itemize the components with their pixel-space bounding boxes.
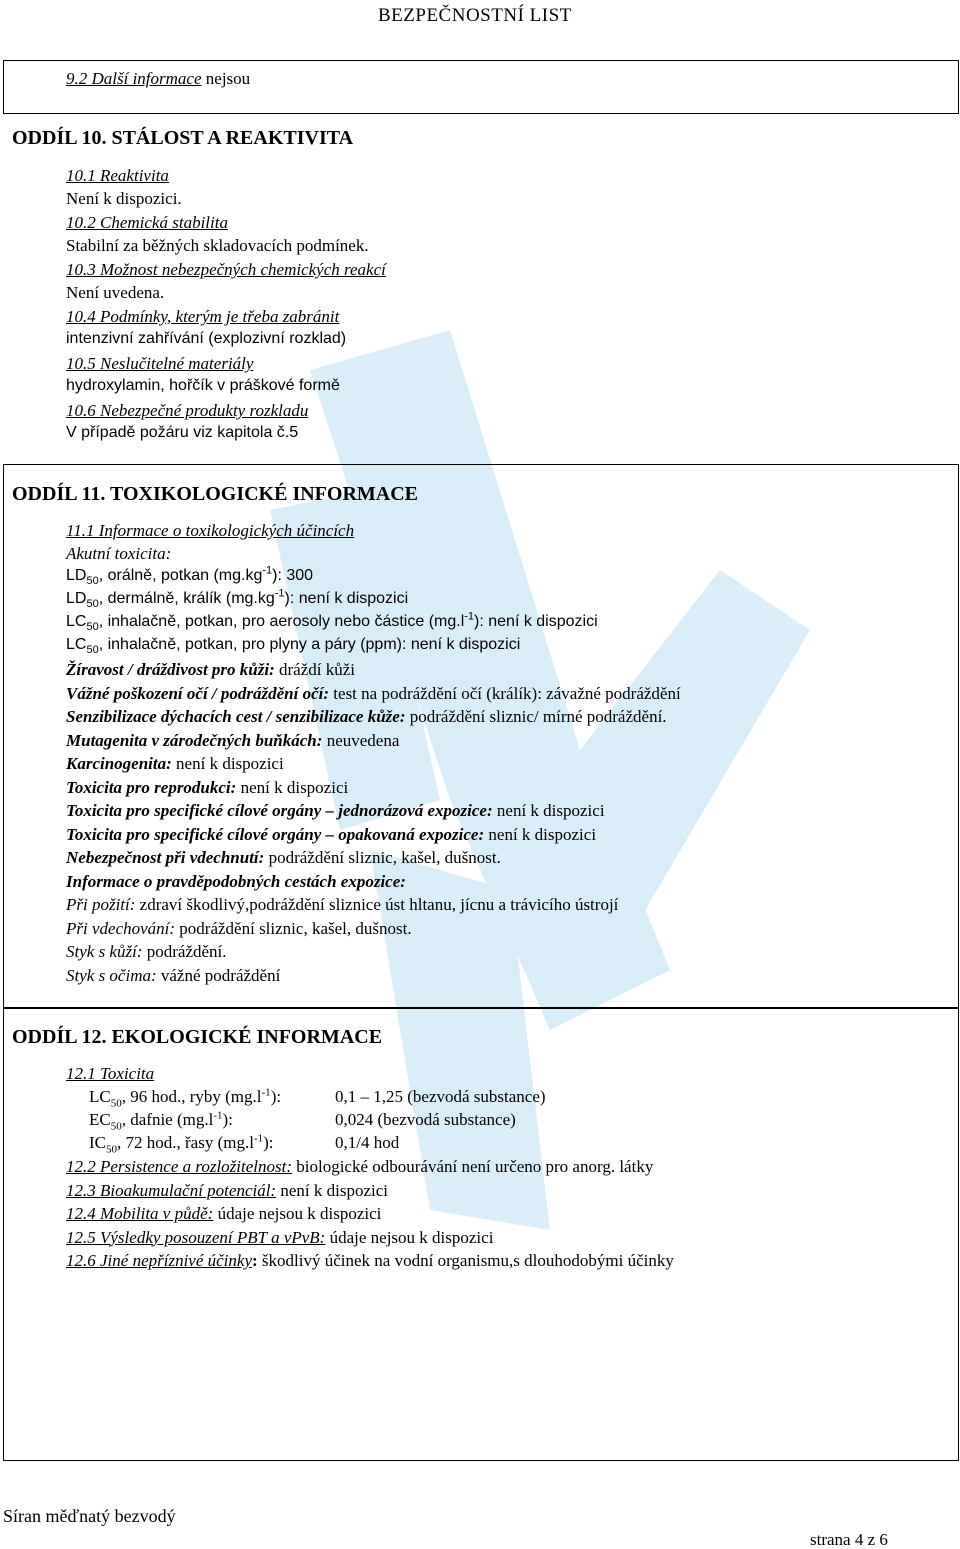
toxicity-desc: , dafnie (mg.l bbox=[121, 1110, 214, 1129]
section-10-item-text: Stabilní za běžných skladovacích podmínek. bbox=[66, 236, 369, 255]
exposure-route-row bbox=[66, 943, 227, 960]
property-label: Senzibilizace dýchacích cest / senzibilizace kůže: bbox=[66, 707, 406, 726]
toxicity-row bbox=[89, 1132, 274, 1156]
toxicity-param: IC bbox=[89, 1133, 106, 1152]
section-10-item-text: Není uvedena. bbox=[66, 283, 165, 302]
eco-value: údaje nejsou k dispozici bbox=[213, 1204, 382, 1223]
toxicity-close: ): bbox=[263, 1133, 274, 1152]
eco-value: biologické odbourávání není určeno pro anorg. látky bbox=[292, 1157, 654, 1176]
section-12-title: ODDÍL 12. EKOLOGICKÉ INFORMACE bbox=[12, 1026, 383, 1048]
property-label: Nebezpečnost při vdechnutí: bbox=[66, 848, 265, 867]
section-10-title: ODDÍL 10. STÁLOST A REAKTIVITA bbox=[12, 127, 354, 149]
eco-value: údaje nejsou k dispozici bbox=[325, 1227, 494, 1247]
property-row bbox=[66, 779, 348, 796]
eco-label: 12.2 Persistence a rozložitelnost: bbox=[66, 1157, 293, 1176]
lc50-gas: $LC_{50}$, inhalačně, potkan, pro plyny a páry (ppm): není k dispozici bbox=[66, 636, 521, 657]
eco-row bbox=[66, 1229, 493, 1246]
eco-value: škodlivý účinek na vodní organismu,s dlouhodobými účinky bbox=[257, 1251, 674, 1270]
toxicity-close: ): bbox=[222, 1110, 233, 1129]
property-row bbox=[66, 732, 399, 749]
footer-page-number: strana 4 z 6 bbox=[810, 1530, 888, 1549]
exposure-route-row bbox=[66, 920, 412, 937]
section-10-item-text: intenzivní zahřívání (explozivní rozklad) bbox=[66, 330, 347, 347]
eco-label: 12.4 Mobilita v půdě: bbox=[66, 1204, 214, 1223]
toxicity-param: EC bbox=[89, 1110, 111, 1129]
toxicity-desc: , 72 hod., řasy (mg.l bbox=[117, 1133, 254, 1152]
section-11-title: ODDÍL 11. TOXIKOLOGICKÉ INFORMACE bbox=[12, 483, 418, 505]
route-value: vážné podráždění bbox=[156, 965, 281, 985]
eco-sep: : bbox=[252, 1251, 258, 1270]
property-row bbox=[66, 849, 501, 866]
toxicity-sub: 50 bbox=[110, 1097, 122, 1110]
property-label: Toxicita pro reprodukci: bbox=[66, 777, 237, 797]
route-value: podráždění sliznic, kašel, dušnost. bbox=[175, 918, 412, 938]
toxicity-value: 0,1/4 hod bbox=[335, 1133, 400, 1152]
section-10-item-text: hydroxylamin, hořčík v práškové formě bbox=[66, 377, 340, 394]
toxicity-value: 0,024 (bezvodá substance) bbox=[335, 1110, 516, 1129]
property-row bbox=[66, 826, 596, 843]
property-label: Informace o pravděpodobných cestách expozice: bbox=[66, 871, 406, 891]
toxicity-value: 0,1 – 1,25 (bezvodá substance) bbox=[335, 1087, 546, 1106]
route-value: podráždění. bbox=[142, 942, 227, 961]
eco-row bbox=[66, 1182, 388, 1199]
eco-row bbox=[66, 1158, 653, 1175]
ld50-dermal: $LD_{50}$, dermálně, králík $(mg.kg^{-1})$: není k dispozici bbox=[66, 587, 409, 611]
acute-toxicity-label: Akutní toxicita: bbox=[66, 544, 172, 563]
property-label: Žíravost / dráždivost pro kůži: bbox=[66, 660, 275, 679]
property-label: Vážné poškození očí / podráždění očí: bbox=[66, 683, 330, 703]
property-label: Karcinogenita: bbox=[66, 754, 172, 773]
property-row bbox=[66, 685, 681, 702]
property-value: není k dispozici bbox=[492, 801, 605, 820]
route-label: Při vdechování: bbox=[66, 918, 176, 938]
property-label: Toxicita pro specifické cílové orgány – jednorázová expozice: bbox=[66, 801, 493, 820]
property-value: dráždí kůži bbox=[274, 660, 355, 679]
section-10-item-heading: 10.5 Neslučitelné materiály bbox=[66, 354, 254, 373]
ld50-oral: $LD_{50}$, orálně, potkan $(mg.kg^{-1})$: 300 bbox=[66, 564, 314, 588]
toxicity-row bbox=[89, 1109, 233, 1133]
section-11-1-heading: 11.1 Informace o toxikologických účincích bbox=[66, 521, 355, 540]
toxicity-sub: 50 bbox=[106, 1143, 117, 1156]
property-row bbox=[66, 802, 605, 819]
route-label: Styk s kůží: bbox=[66, 942, 143, 961]
property-row bbox=[66, 661, 355, 678]
toxicity-sup: -1 bbox=[261, 1086, 271, 1099]
toxicity-row bbox=[89, 1086, 282, 1110]
lc50-aerosol: $LC_{50}$, inhalačně, potkan, pro aerosoly nebo částice $(mg.l^{-1})$: není k dispozici bbox=[66, 610, 598, 634]
footer-product-name: Síran měďnatý bezvodý bbox=[3, 1506, 176, 1526]
eco-label: 12.5 Výsledky posouzení PBT a vPvB: bbox=[66, 1227, 326, 1247]
route-label: Styk s očima: bbox=[66, 965, 157, 985]
exposure-route-row bbox=[66, 896, 618, 913]
section-12-1-heading: 12.1 Toxicita bbox=[66, 1064, 155, 1083]
section-10-item-text: Není k dispozici. bbox=[66, 189, 182, 208]
eco-label: 12.6 Jiné nepříznivé účinky bbox=[66, 1251, 252, 1270]
section-10-item-heading: 10.3 Možnost nebezpečných chemických reakcí bbox=[66, 260, 386, 279]
section-10-item-heading: 10.1 Reaktivita bbox=[66, 166, 169, 185]
property-label: Mutagenita v zárodečných buňkách: bbox=[66, 730, 323, 750]
section-10-item-heading: 10.2 Chemická stabilita bbox=[66, 213, 228, 232]
route-label: Při požití: bbox=[66, 895, 136, 914]
property-row bbox=[66, 755, 284, 772]
property-value: není k dispozici bbox=[484, 824, 597, 844]
eco-label: 12.3 Bioakumulační potenciál: bbox=[66, 1180, 277, 1200]
property-value: není k dispozici bbox=[236, 777, 349, 797]
toxicity-param: LC bbox=[89, 1087, 111, 1106]
property-value: není k dispozici bbox=[171, 754, 284, 773]
property-value: podráždění sliznic/ mírné podráždění. bbox=[405, 707, 667, 726]
property-value: neuvedena bbox=[322, 730, 400, 750]
property-label: Toxicita pro specifické cílové orgány – opakovaná expozice: bbox=[66, 824, 485, 844]
toxicity-sup: -1 bbox=[253, 1132, 264, 1145]
property-value: podráždění sliznic, kašel, dušnost. bbox=[264, 848, 501, 867]
section-10-item-heading: 10.4 Podmínky, kterým je třeba zabránit bbox=[66, 307, 340, 326]
section-10-item-text: V případě požáru viz kapitola č.5 bbox=[66, 424, 299, 441]
toxicity-sub: 50 bbox=[110, 1120, 122, 1133]
eco-value: není k dispozici bbox=[276, 1180, 388, 1200]
property-value: test na podráždění očí (králík): závažné podráždění bbox=[329, 683, 681, 703]
eco-row bbox=[66, 1205, 381, 1222]
document-header: BEZPEČNOSTNÍ LIST bbox=[378, 5, 572, 26]
property-row bbox=[66, 708, 667, 725]
toxicity-sup: -1 bbox=[213, 1109, 223, 1122]
exposure-route-row bbox=[66, 967, 280, 984]
toxicity-close: ): bbox=[270, 1087, 282, 1106]
section-9-2: 9.2 Další informace nejsou bbox=[66, 69, 251, 88]
toxicity-desc: , 96 hod., ryby (mg.l bbox=[121, 1087, 262, 1106]
property-row bbox=[66, 873, 406, 890]
route-value: zdraví škodlivý,podráždění sliznice úst hltanu, jícnu a trávicího ústrojí bbox=[135, 895, 619, 914]
section-10-item-heading: 10.6 Nebezpečné produkty rozkladu bbox=[66, 401, 309, 420]
eco-row bbox=[66, 1252, 674, 1269]
